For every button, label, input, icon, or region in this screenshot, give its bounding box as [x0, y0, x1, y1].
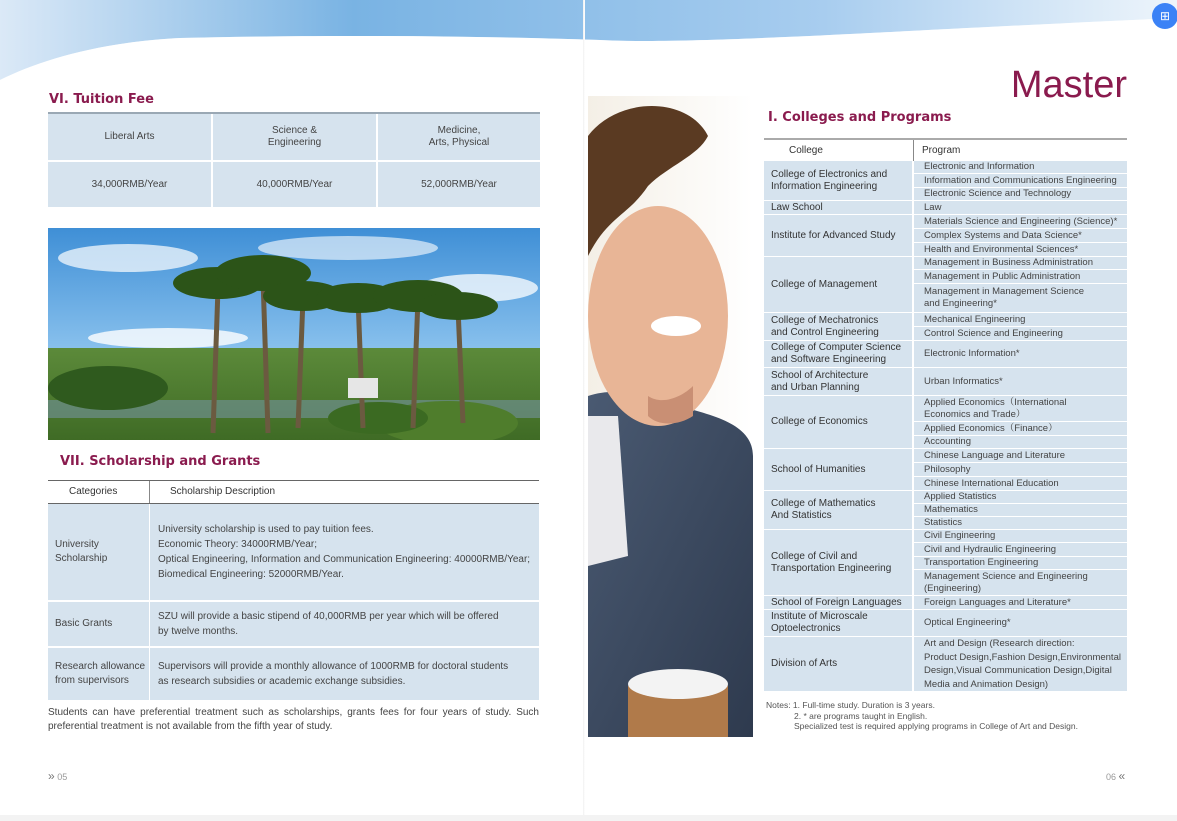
- double-chevron-left-icon: «: [1118, 769, 1126, 783]
- program-cell: Law: [914, 201, 1127, 215]
- program-cell: Applied Economics（Finance）: [914, 422, 1127, 436]
- page-gutter: [583, 0, 585, 821]
- row-description: University scholarship is used to pay tuition fees. Economic Theory: 34000RMB/Year; Optical Engineering, Information and Communication Engineering: 40000RMB/Year; Biomedical Engineering: 52000RMB/Year.: [158, 524, 531, 580]
- divider: [149, 504, 150, 600]
- column-header-program: Program: [922, 145, 961, 156]
- college-cell: Division of Arts: [764, 637, 912, 692]
- page-number-right-value: 06: [1106, 772, 1117, 782]
- program-cell: Philosophy: [914, 463, 1127, 477]
- divider: [149, 648, 150, 700]
- translate-icon[interactable]: ⊞: [1152, 3, 1177, 29]
- program-cell: Management Science and Engineering (Engineering): [914, 570, 1127, 596]
- table-row: [48, 648, 539, 700]
- table-row: [48, 504, 539, 600]
- program-cell: Applied Statistics: [914, 491, 1127, 504]
- college-cell: College of Computer Science and Software Engineering: [764, 341, 912, 368]
- program-cell: Control Science and Engineering: [914, 327, 1127, 341]
- note-line: 2. * are programs taught in English.: [794, 710, 928, 721]
- scholarship-table-header: [48, 480, 539, 504]
- college-cell: Institute of Microscale Optoelectronics: [764, 610, 912, 637]
- tuition-title: VI. Tuition Fee: [49, 92, 154, 107]
- program-cell: Statistics: [914, 517, 1127, 530]
- row-category: Research allowance from supervisors: [55, 661, 146, 686]
- program-cell: Civil Engineering: [914, 530, 1127, 543]
- college-cell: College of Civil and Transportation Engineering: [764, 530, 912, 596]
- program-cell: Mechanical Engineering: [914, 313, 1127, 327]
- college-cell: School of Foreign Languages: [764, 596, 912, 610]
- scholarship-title: VII. Scholarship and Grants: [60, 454, 261, 469]
- double-chevron-right-icon: »: [48, 769, 55, 783]
- table-row: [48, 602, 539, 646]
- row-category: Basic Grants: [55, 618, 113, 629]
- program-cell: Electronic and Information: [914, 161, 1127, 174]
- row-description: Supervisors will provide a monthly allowance of 1000RMB for doctoral students as research subsidies or academic exchange subsidies.: [158, 661, 509, 687]
- divider: [48, 160, 540, 162]
- college-cell: College of Management: [764, 257, 912, 313]
- college-cell: School of Architecture and Urban Planning: [764, 368, 912, 396]
- program-cell: Mathematics: [914, 504, 1127, 517]
- program-cell: Foreign Languages and Literature*: [914, 596, 1127, 610]
- campus-palm-photo: [48, 228, 540, 440]
- college-cell: School of Humanities: [764, 449, 912, 491]
- program-cell: Health and Environmental Sciences*: [914, 243, 1127, 257]
- row-category: University Scholarship: [55, 539, 108, 564]
- college-cell: College of Mathematics And Statistics: [764, 491, 912, 530]
- tuition-header-medicine: Medicine, Arts, Physical: [428, 125, 490, 148]
- program-cell: Applied Economics（International Economics and Trade）: [914, 396, 1127, 422]
- program-cell: Management in Management Science and Engineering*: [914, 284, 1127, 313]
- programs-notes: [766, 700, 1078, 732]
- program-cell: Materials Science and Engineering (Science)*: [914, 215, 1127, 229]
- program-cell: Accounting: [914, 436, 1127, 449]
- program-cell: Complex Systems and Data Science*: [914, 229, 1127, 243]
- divider: [913, 140, 914, 162]
- tuition-header-liberal-arts: Liberal Arts: [104, 131, 155, 142]
- program-cell: Optical Engineering*: [914, 610, 1127, 637]
- tuition-table: [48, 112, 540, 207]
- column-header-description: Scholarship Description: [170, 486, 276, 497]
- tuition-fee-liberal-arts: 34,000RMB/Year: [91, 178, 168, 190]
- programs-table-header: [764, 138, 1127, 163]
- college-cell: Law School: [764, 201, 912, 215]
- page-heading: Master: [1010, 64, 1127, 106]
- programs-table-body: [764, 161, 1127, 692]
- program-cell: Chinese International Education: [914, 477, 1127, 491]
- college-cell: College of Economics: [764, 396, 912, 449]
- program-cell: Management in Business Administration: [914, 257, 1127, 270]
- program-cell: Civil and Hydraulic Engineering: [914, 543, 1127, 557]
- programs-title: I. Colleges and Programs: [768, 110, 952, 125]
- tuition-fee-medicine: 52,000RMB/Year: [421, 178, 497, 190]
- page-number-right: [1106, 769, 1125, 783]
- college-cell: College of Electronics and Information Engineering: [764, 161, 912, 201]
- program-cell: Electronic Information*: [914, 341, 1127, 368]
- column-header-college: College: [789, 145, 823, 156]
- college-cell: Institute for Advanced Study: [764, 215, 912, 257]
- page-bottom-edge: [0, 815, 1177, 821]
- program-cell: Transportation Engineering: [914, 557, 1127, 570]
- header-wave: [0, 0, 1177, 90]
- note-line: Notes: 1. Full-time study. Duration is 3 years.: [766, 700, 935, 710]
- note-line: Specialized test is required applying programs in College of Art and Design.: [794, 721, 1078, 731]
- program-cell: Information and Communications Engineering: [914, 174, 1127, 188]
- tuition-fee-science: 40,000RMB/Year: [256, 178, 333, 190]
- program-cell: Electronic Science and Technology: [914, 188, 1127, 201]
- row-description: SZU will provide a basic stipend of 40,000RMB per year which will be offered by twelve months.: [158, 611, 499, 637]
- program-cell: Urban Informatics*: [914, 368, 1127, 396]
- college-cell: College of Mechatronics and Control Engineering: [764, 313, 912, 341]
- program-cell: Art and Design (Research direction: Product Design,Fashion Design,Environmental Design,Visual Communication Design,Digital Media and Animation Design): [914, 637, 1127, 692]
- page-number-left-value: 05: [57, 772, 68, 782]
- scholarship-note: Students can have preferential treatment such as scholarships, grants fees for four years of study. Such preferential treatment is not available from the fifth year of study.: [48, 707, 539, 732]
- program-cell: Chinese Language and Literature: [914, 449, 1127, 463]
- program-cell: Management in Public Administration: [914, 270, 1127, 284]
- divider: [149, 481, 150, 503]
- tuition-header-science: Science & Engineering: [267, 125, 322, 148]
- column-header-categories: Categories: [69, 486, 118, 497]
- student-photo: [588, 96, 753, 737]
- divider: [149, 602, 150, 646]
- page-number-left: [48, 769, 67, 783]
